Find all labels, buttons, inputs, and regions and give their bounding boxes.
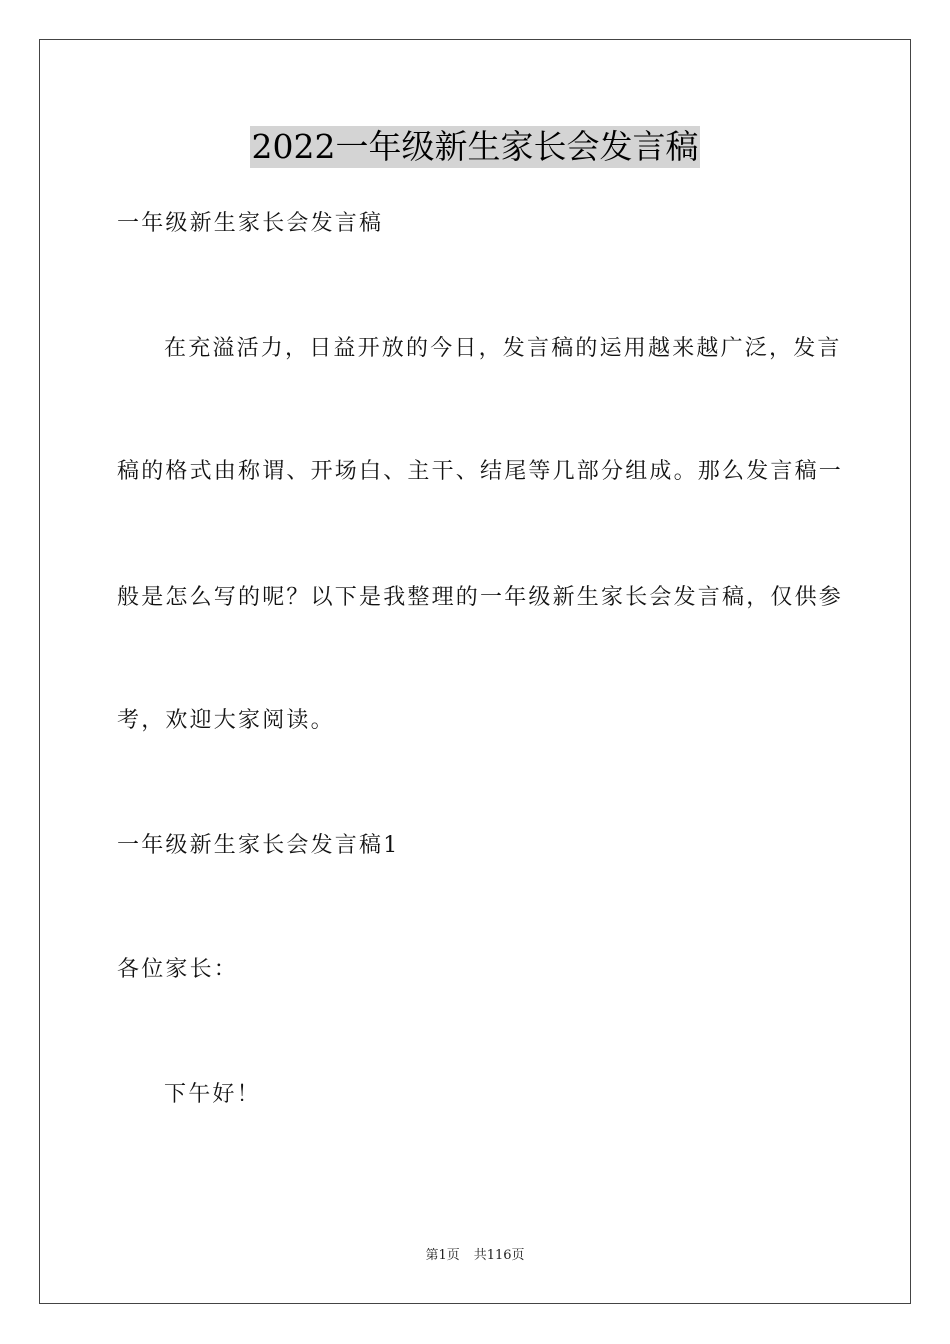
title-wrap <box>0 126 950 168</box>
section-heading: 一年级新生家长会发言稿1 <box>117 833 400 858</box>
salutation: 各位家长： <box>117 957 239 982</box>
paragraph-line: 稿的格式由称谓、开场白、主干、结尾等几部分组成。那么发言稿一 <box>117 459 844 484</box>
greeting: 下午好！ <box>164 1082 261 1107</box>
paragraph-line: 考，欢迎大家阅读。 <box>117 708 335 733</box>
paragraph-line: 在充溢活力，日益开放的今日，发言稿的运用越来越广泛，发言 <box>164 336 842 361</box>
document-subtitle: 一年级新生家长会发言稿 <box>117 211 384 236</box>
document-title: 2022一年级新生家长会发言稿 <box>251 127 699 166</box>
page-number: 第1页 <box>425 1248 460 1263</box>
page-total: 共116页 <box>473 1248 525 1263</box>
page-footer <box>0 1247 950 1265</box>
paragraph-line: 般是怎么写的呢？以下是我整理的一年级新生家长会发言稿，仅供参 <box>117 585 844 610</box>
